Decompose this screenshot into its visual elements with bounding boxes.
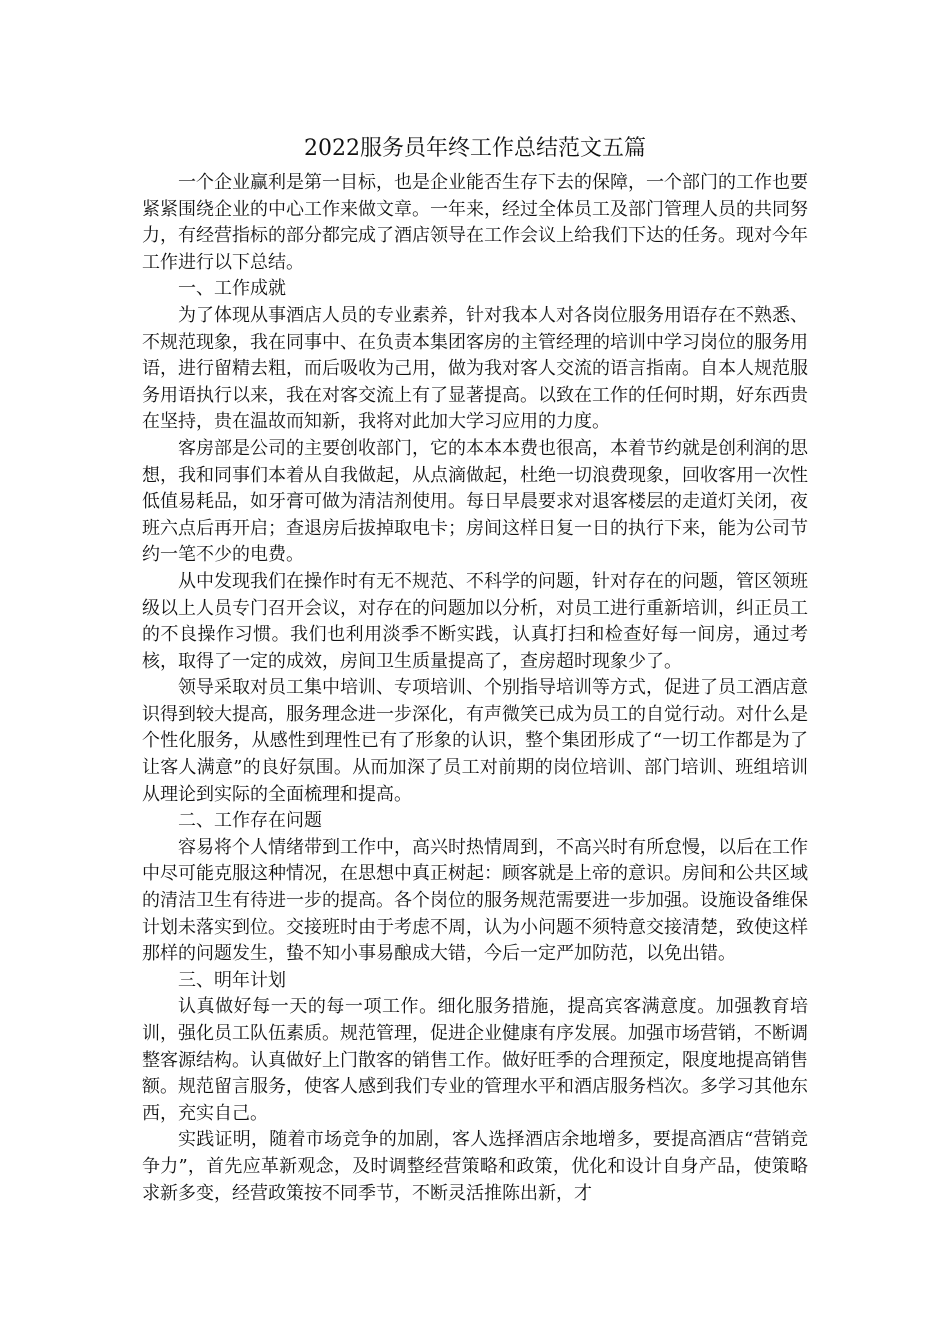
section-heading-achievements: 一、工作成就 [178, 278, 286, 300]
intro-paragraph: 一个企业赢利是第一目标，也是企业能否生存下去的保障，一个部门的工作也要紧紧围绕企业的中心工作来做文章。一年来，经过全体员工及部门管理人员的共同努力，有经营指标的部分都完成了酒店领导在工作会议上给我们下达的任务。现对今年工作进行以下总结。 [142, 172, 808, 273]
body-paragraph: 从中发现我们在操作时有无不规范、不科学的问题，针对存在的问题，管区领班级以上人员专门召开会议，对存在的问题加以分析，对员工进行重新培训，纠正员工的不良操作习惯。我们也利用淡季不断实践，认真打扫和检查好每一间房，通过考核，取得了一定的成效，房间卫生质量提高了，查房超时现象少了。 [142, 570, 808, 672]
section-heading-next-year-plan: 三、明年计划 [178, 969, 286, 991]
body-paragraph: 领导采取对员工集中培训、专项培训、个别指导培训等方式，促进了员工酒店意识得到较大提高，服务理念进一步深化，有声微笑已成为员工的自觉行动。对什么是个性化服务，从感性到理性已有了形象的认识，整个集团形成了“一切工作都是为了让客人满意”的良好氛围。从而加深了员工对前期的岗位培训、部门培训、班组培训从理论到实际的全面梳理和提高。 [142, 677, 808, 805]
body-paragraph: 实践证明，随着市场竞争的加剧，客人选择酒店余地增多，要提高酒店“营销竞争力”，首先应革新观念，及时调整经营策略和政策，优化和设计自身产品，使策略求新多变，经营政策按不同季节，不断灵活推陈出新，才 [142, 1129, 808, 1204]
body-paragraph: 认真做好每一天的每一项工作。细化服务措施，提高宾客满意度。加强教育培训，强化员工队伍素质。规范管理，促进企业健康有序发展。加强市场营销，不断调整客源结构。认真做好上门散客的销售工作。做好旺季的合理预定，限度地提高销售额。规范留言服务，使客人感到我们专业的管理水平和酒店服务档次。多学习其他东西，充实自己。 [142, 996, 808, 1124]
body-paragraph: 为了体现从事酒店人员的专业素养，针对我本人对各岗位服务用语存在不熟悉、不规范现象，我在同事中、在负责本集团客房的主管经理的培训中学习岗位的服务用语，进行留精去粗，而后吸收为己用，做为我对客人交流的语言指南。自本人规范服务用语执行以来，我在对客交流上有了显著提高。以致在工作的任何时期，好东西贵在坚持，贵在温故而知新，我将对此加大学习应用的力度。 [142, 304, 808, 433]
section-heading-problems: 二、工作存在问题 [178, 810, 322, 832]
document-title: 2022服务员年终工作总结范文五篇 [304, 136, 646, 161]
body-paragraph: 容易将个人情绪带到工作中，高兴时热情周到，不高兴时有所怠慢，以后在工作中尽可能克服这种情况，在思想中真正树起：顾客就是上帝的意识。房间和公共区域的清洁卫生有待进一步的提高。各个岗位的服务规范需要进一步加强。设施设备维保计划未落实到位。交接班时由于考虑不周，认为小问题不须特意交接清楚，致使这样那样的问题发生，蛰不知小事易酿成大错，今后一定严加防范，以免出错。 [142, 836, 808, 965]
body-paragraph: 客房部是公司的主要创收部门，它的本本本费也很高，本着节约就是创利润的思想，我和同事们本着从自我做起，从点滴做起，杜绝一切浪费现象，回收客用一次性低值易耗品，如牙膏可做为清洁剂使用。每日早晨要求对退客楼层的走道灯关闭，夜班六点后再开启；查退房后拔掉取电卡；房间这样日复一日的执行下来，能为公司节约一笔不少的电费。 [142, 437, 808, 566]
document-page [142, 132, 808, 1207]
